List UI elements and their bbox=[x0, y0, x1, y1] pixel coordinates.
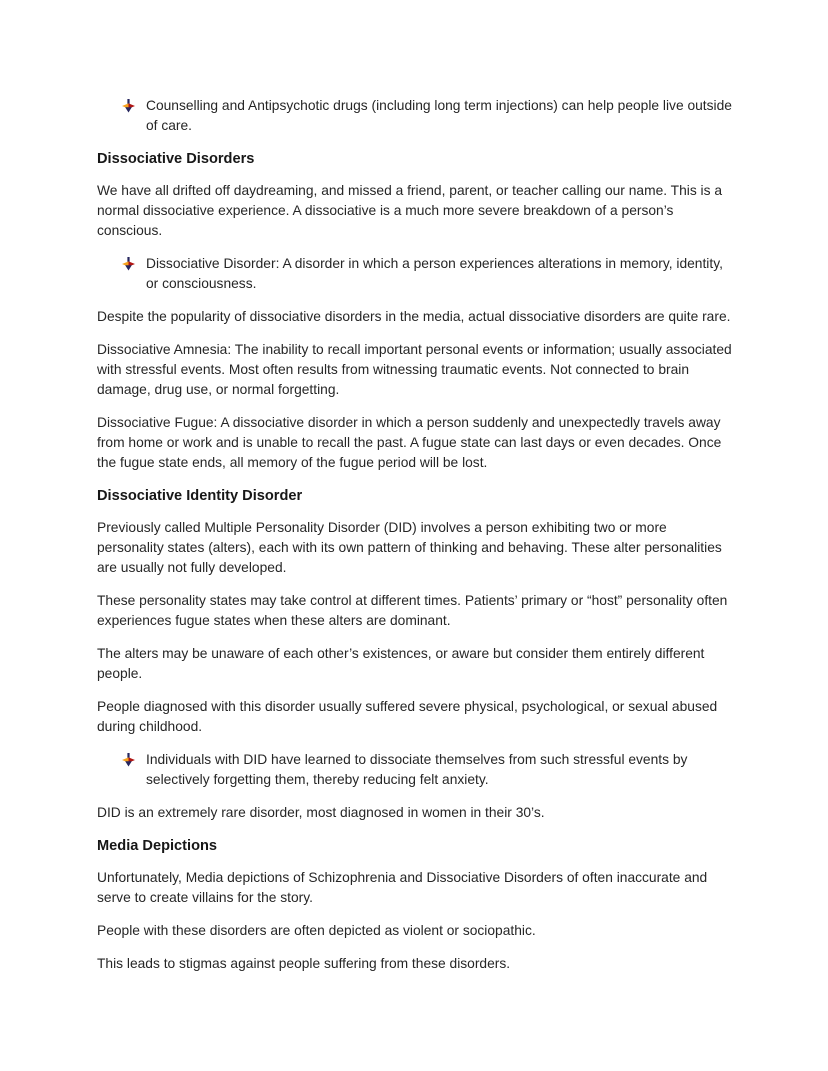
dart-bullet-icon bbox=[122, 753, 135, 767]
paragraph: These personality states may take control at different times. Patients’ primary or “host” personality often experiences fugue states when these alters are dominant. bbox=[97, 593, 728, 628]
section-heading: Dissociative Disorders bbox=[97, 151, 255, 167]
paragraph: We have all drifted off daydreaming, and missed a friend, parent, or teacher calling our name. This is a normal dissociative experience. A dissociative is a much more severe breakdown of a person’s conscious. bbox=[97, 183, 723, 238]
paragraph: Dissociative Fugue: A dissociative disorder in which a person suddenly and unexpectedly travels away from home or work and is unable to recall the past. A fugue state can last days or even decades. Once the fugue state ends, all memory of the fugue period will be lost. bbox=[97, 415, 722, 470]
list-item bbox=[97, 750, 732, 790]
list-item-text: Counselling and Antipsychotic drugs (including long term injections) can help people live outside of care. bbox=[146, 98, 732, 133]
document-content bbox=[97, 96, 732, 987]
dart-bullet-icon bbox=[122, 99, 135, 113]
paragraph: The alters may be unaware of each other’s existences, or aware but consider them entirely different people. bbox=[97, 646, 705, 681]
section-heading: Media Depictions bbox=[97, 838, 218, 854]
list-item-text: Dissociative Disorder: A disorder in which a person experiences alterations in memory, identity, or consciousness. bbox=[146, 256, 723, 291]
paragraph: DID is an extremely rare disorder, most diagnosed in women in their 30’s. bbox=[97, 805, 545, 820]
paragraph: Dissociative Amnesia: The inability to recall important personal events or information; usually associated with stressful events. Most often results from witnessing traumatic events. Not connected to brain damage, drug use, or normal forgetting. bbox=[97, 342, 732, 397]
paragraph: People diagnosed with this disorder usually suffered severe physical, psychological, or sexual abused during childhood. bbox=[97, 699, 718, 734]
section-heading: Dissociative Identity Disorder bbox=[97, 488, 303, 504]
paragraph: Despite the popularity of dissociative disorders in the media, actual dissociative disorders are quite rare. bbox=[97, 309, 731, 324]
paragraph: This leads to stigmas against people suffering from these disorders. bbox=[97, 956, 511, 971]
list-item bbox=[97, 254, 732, 294]
paragraph: Previously called Multiple Personality Disorder (DID) involves a person exhibiting two or more personality states (alters), each with its own pattern of thinking and behaving. These alter personalities are usually not fully developed. bbox=[97, 520, 722, 575]
list-item-text: Individuals with DID have learned to dissociate themselves from such stressful events by selectively forgetting them, thereby reducing felt anxiety. bbox=[146, 752, 688, 787]
list-item bbox=[97, 96, 732, 136]
paragraph: Unfortunately, Media depictions of Schizophrenia and Dissociative Disorders of often inaccurate and serve to create villains for the story. bbox=[97, 870, 708, 905]
dart-bullet-icon bbox=[122, 257, 135, 271]
paragraph: People with these disorders are often depicted as violent or sociopathic. bbox=[97, 923, 536, 938]
